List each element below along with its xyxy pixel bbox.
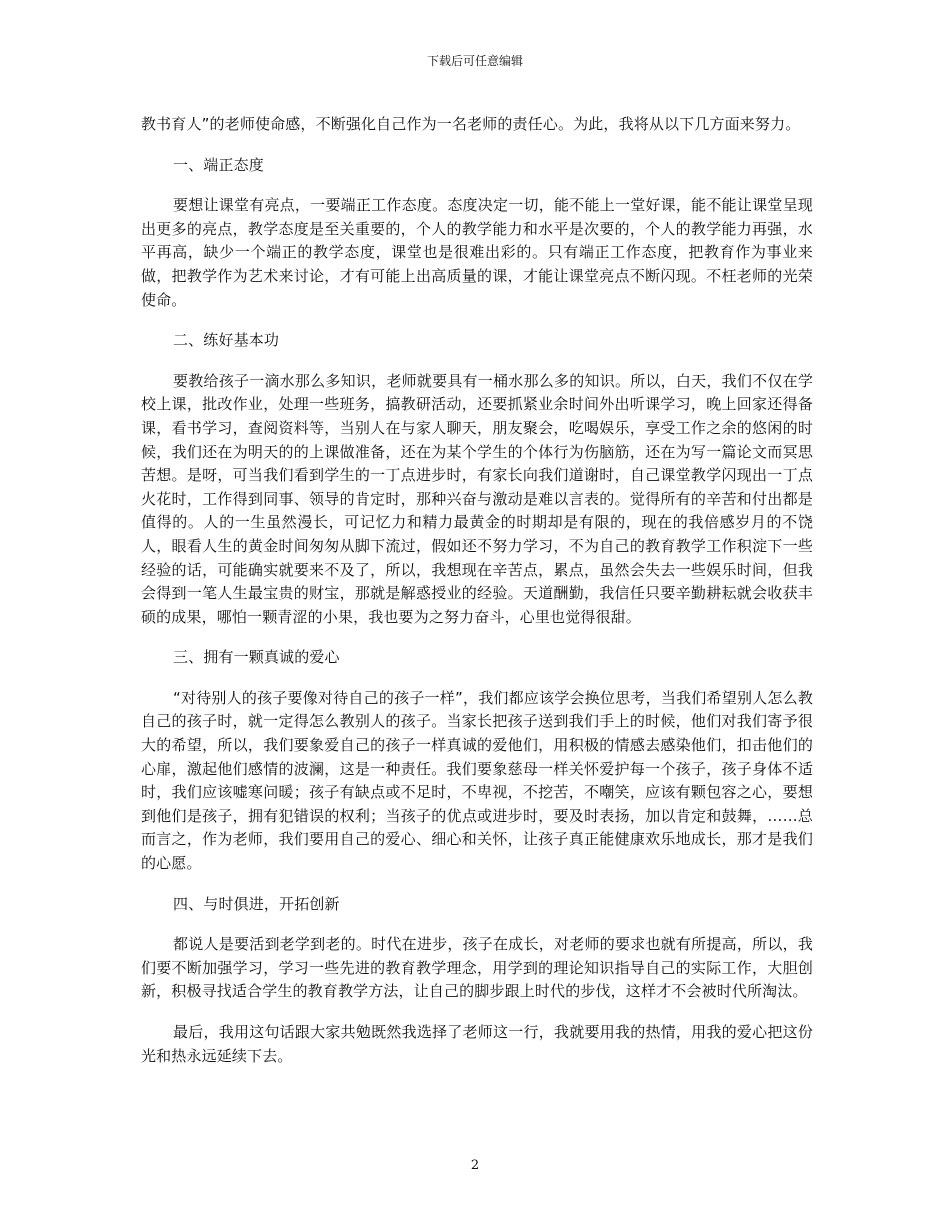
page-number: 2 — [470, 1158, 480, 1173]
paragraph-conclusion: 最后，我用这句话跟大家共勉既然我选择了老师这一行，我就要用我的热情，用我的爱心把这份光和热永远延续下去。 — [141, 1023, 813, 1065]
section-heading-1: 一、端正态度 — [173, 155, 264, 174]
paragraph-love: “对待别人的孩子要像对待自己的孩子一样”，我们都应该学会换位思考，当我们希望别人怎么教自己的孩子时，就一定得怎么教别人的孩子。当家长把孩子送到我们手上的时候，他们对我们寄予很大的希望，所以，我们要象爱自己的孩子一样真诚的爱他们，用积极的情感去感染他们，扣击他们的心扉，激起他们感情的波澜，这是一种责任。我们要象慈母一样关怀爱护每一个孩子，孩子身体不适时，我们应该嘘寒问暖；孩子有缺点或不足时，不卑视，不挖苦，不嘲笑，应该有颗包容之心，要想到他们是孩子，拥有犯错误的权利；当孩子的优点或进步时，要及时表扬，加以肯定和鼓舞，……总而言之，作为老师，我们要用自己的爱心、细心和关怀，让孩子真正能健康欢乐地成长，那才是我们的心愿。 — [141, 688, 813, 873]
section-heading-4: 四、与时俱进，开拓创新 — [173, 894, 340, 913]
paragraph-intro: 教书育人”的老师使命感，不断强化自己作为一名老师的责任心。为此，我将从以下几方面来努力。 — [141, 115, 801, 133]
paragraph-basic-skills: 要教给孩子一滴水那么多知识，老师就要具有一桶水那么多的知识。所以，白天，我们不仅在学校上课，批改作业，处理一些班务，搞教研活动，还要抓紧业余时间外出听课学习，晚上回家还得备课，看书学习，查阅资料等，当别人在与家人聊天，朋友聚会，吃喝娱乐，享受工作之余的悠闲的时候，我们还在为明天的的上课做准备，还在为某个学生的个体行为伤脑筋，还在为写一篇论文而冥思苦想。是呀，可当我们看到学生的一丁点进步时，有家长向我们道谢时，自己课堂教学闪现出一丁点火花时，工作得到同事、领导的肯定时，那种兴奋与激动是难以言表的。觉得所有的辛苦和付出都是值得的。人的一生虽然漫长，可记忆力和精力最黄金的时期却是有限的，现在的我倍感岁月的不饶人，眼看人生的黄金时间匆匆从脚下流过，假如还不努力学习，不为自己的教育教学工作积淀下一些经验的话，可能确实就要来不及了，所以，我想现在辛苦点，累点，虽然会失去一些娱乐时间，但我会得到一笔人生最宝贵的财宝，那就是解惑授业的经验。天道酬勤，我信任只要辛勤耕耘就会收获丰硕的成果，哪怕一颗青涩的小果，我也要为之努力奋斗，心里也觉得很甜。 — [141, 371, 813, 626]
page-header: 下载后可任意编辑 — [426, 54, 523, 68]
paragraph-attitude: 要想让课堂有亮点，一要端正工作态度。态度决定一切，能不能上一堂好课，能不能让课堂呈现出更多的亮点，教学态度是至关重要的，个人的教学能力和水平是次要的，个人的教学能力再强，水平再高，缺少一个端正的教学态度，课堂也是很难出彩的。只有端正工作态度，把教育作为事业来做，把教学作为艺术来讨论，才有可能上出高质量的课，才能让课堂亮点不断闪现。不枉老师的光荣使命。 — [141, 196, 813, 309]
document-body — [141, 113, 813, 1085]
section-heading-3: 三、拥有一颗真诚的爱心 — [173, 648, 340, 667]
paragraph-innovation: 都说人是要活到老学到老的。时代在进步，孩子在成长，对老师的要求也就有所提高，所以，我们要不断加强学习，学习一些先进的教育教学理念，用学到的理论知识指导自己的实际工作，大胆创新，积极寻找适合学生的教育教学方法，让自己的脚步跟上时代的步伐，这样才不会被时代所淘汰。 — [141, 935, 813, 1001]
section-heading-2: 二、练好基本功 — [173, 331, 280, 350]
